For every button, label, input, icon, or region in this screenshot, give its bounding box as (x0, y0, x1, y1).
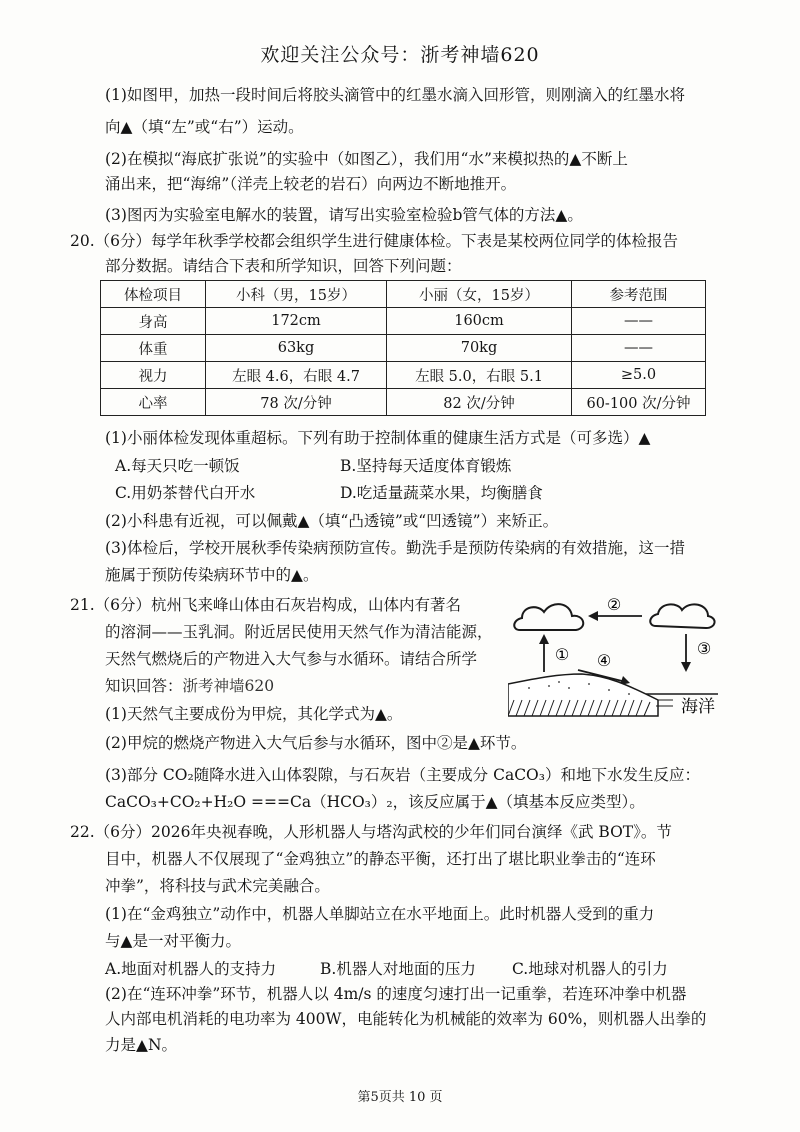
q19-part1-line2 (105, 116, 304, 138)
q21-part3-suffix: （填基本反应类型）。 (497, 793, 645, 811)
table-row (101, 308, 706, 335)
q19-part3-suffix: 。 (567, 206, 583, 224)
table-cell: 左眼 4.6，右眼 4.7 (206, 362, 387, 389)
q21-part1-suffix: 。 (386, 705, 403, 723)
table-cell: 63kg (206, 335, 387, 362)
q20-part2-suffix: （填“凸透镜”或“凹透镜”）来矫正。 (309, 512, 559, 530)
q20-option-d: D.吃适量蔬菜水果，均衡膳食 (340, 484, 543, 502)
q22-part1-prefix: 与 (105, 932, 121, 950)
answer-blank: ▲ (120, 931, 133, 950)
answer-blank: ▲ (297, 511, 310, 530)
q21-stem-line2: 的溶洞——玉乳洞。附近居民使用天然气作为清洁能源， (105, 623, 493, 641)
q20-stem-line2: 部分数据。请结合下表和所学知识，回答下列问题： (105, 257, 462, 275)
table-cell: 60-100 次/分钟 (572, 389, 706, 416)
table-cell: 172cm (206, 308, 387, 335)
water-cycle-diagram (508, 592, 718, 722)
q21-part2-prefix: (2)甲烷的燃烧产物进入大气后参与水循环，图中②是 (105, 734, 468, 752)
q22-stem-line2: 目中，机器人不仅展现了“金鸡独立”的静态平衡，还打出了堪比职业拳击的“连环 (105, 850, 656, 868)
table-cell: 左眼 5.0，右眼 5.1 (387, 362, 572, 389)
page-footer: 第5页共 10 页 (357, 1090, 443, 1105)
q20-option-c: C.用奶茶替代白开水 (115, 484, 256, 502)
q19-part2-line2: 涌出来，把“海绵”（洋壳上较老的岩石）向两边不断地推开。 (105, 175, 517, 193)
table-cell: 160cm (387, 308, 572, 335)
arrow-head (588, 611, 598, 621)
table-cell: 78 次/分钟 (206, 389, 387, 416)
q21-part1-prefix: (1)天然气主要成份为甲烷，其化学式为 (105, 705, 375, 723)
land-surface (508, 674, 658, 716)
sea-label: 海洋 (681, 697, 715, 717)
q22-part2-line1: (2)在“连环冲拳”环节，机器人以 4m/s 的速度匀速打出一记重拳，若连环冲拳中机器 (105, 985, 687, 1003)
page-header: 欢迎关注公众号：浙考神墙620 (260, 44, 540, 66)
label-3: ③ (696, 639, 712, 658)
answer-blank: ▲ (555, 205, 568, 224)
label-1: ① (554, 645, 570, 664)
q20-part3-line1: (3)体检后，学校开展秋季传染病预防宣传。勤洗手是预防传染病的有效措施，这一措 (105, 539, 685, 557)
q22-part1-line1: (1)在“金鸡独立”动作中，机器人单脚站立在水平地面上。此时机器人受到的重力 (105, 905, 655, 923)
table-cell: 视力 (101, 362, 206, 389)
q19-part2-line1 (105, 148, 628, 170)
answer-blank: ▲ (374, 704, 387, 723)
table-header-cell: 体检项目 (101, 281, 206, 308)
table-header-cell: 参考范围 (572, 281, 706, 308)
q19-part3 (105, 204, 583, 226)
q21-part3-prefix: CaCO₃+CO₂+H₂O ===Ca（HCO₃）₂，该反应属于 (105, 793, 486, 811)
q19-part2-suffix: 不断上 (581, 150, 628, 168)
q22-part2-prefix: 力是 (105, 1036, 137, 1054)
q20-option-b: B.坚持每天适度体育锻炼 (340, 457, 512, 475)
q19-part1-suffix: （填“左”或“右”）运动。 (132, 118, 304, 136)
q20-part3-line2 (105, 564, 318, 586)
q21-part2 (105, 732, 526, 754)
table-row (101, 362, 706, 389)
table-cell: 体重 (101, 335, 206, 362)
q22-part2-suffix: N。 (147, 1036, 178, 1054)
table-cell: 心率 (101, 389, 206, 416)
answer-blank: ▲ (638, 428, 651, 447)
answer-blank: ▲ (291, 565, 303, 584)
answer-blank: ▲ (467, 733, 480, 752)
q21-part3-line2 (105, 791, 645, 813)
q19-part2-prefix: (2)在模拟“海底扩张说”的实验中（如图乙），我们用“水”来模拟热的 (105, 150, 570, 168)
table-header-cell: 小丽（女，15岁） (387, 281, 572, 308)
answer-blank: ▲ (120, 117, 133, 136)
q22-part1-suffix: 是一对平衡力。 (132, 932, 241, 950)
q22-stem-line3: 冲拳”，将科技与武术完美融合。 (105, 877, 330, 895)
q22-option-c: C.地球对机器人的引力 (512, 960, 668, 978)
table-header-row (101, 281, 706, 308)
q20-part1-text: (1)小丽体检发现体重超标。下列有助于控制体重的健康生活方式是（可多选） (105, 429, 639, 447)
q21-part1 (105, 703, 402, 725)
q19-part1-line1: (1)如图甲，加热一段时间后将胶头滴管中的红墨水滴入回形管，则刚滴入的红墨水将 (105, 86, 685, 104)
table-cell: —— (572, 308, 706, 335)
table-cell: —— (572, 335, 706, 362)
q20-part2-prefix: (2)小科患有近视，可以佩戴 (105, 512, 298, 530)
q21-stem-line3: 天然气燃烧后的产物进入大气参与水循环。请结合所学 (105, 650, 478, 668)
label-4: ④ (596, 651, 612, 670)
q19-part1-prefix: 向 (105, 118, 121, 136)
q20-part3-prefix: 施属于预防传染病环节中的 (105, 566, 292, 584)
answer-blank: ▲ (569, 149, 582, 168)
q21-stem-line1: 21.（6分）杭州飞来峰山体由石灰岩构成，山体内有著名 (70, 596, 462, 614)
q21-stem-line4 (105, 675, 274, 697)
q20-part3-suffix: 。 (302, 566, 319, 584)
health-check-table (100, 280, 706, 416)
table-row (101, 335, 706, 362)
table-row (101, 389, 706, 416)
answer-blank: ▲ (485, 792, 498, 811)
arrow-head (539, 634, 549, 644)
q22-option-b: B.机器人对地面的压力 (320, 960, 476, 978)
q20-part2 (105, 510, 558, 532)
answer-blank: ▲ (136, 1035, 148, 1054)
q22-part2-line2: 人内部电机消耗的电功率为 400W，电能转化为机械能的效率为 60%，则机器人出拳的 (105, 1010, 707, 1028)
q22-stem-line1: 22.（6分）2026年央视春晚，人形机器人与塔沟武校的少年们同台演绎《武 BOT》。节 (70, 823, 672, 841)
cloud-left (514, 604, 583, 630)
q21-part3-line1: (3)部分 CO₂随降水进入山体裂隙，与石灰岩（主要成分 CaCO₃）和地下水发生反应： (105, 766, 700, 784)
table-cell: ≥5.0 (572, 362, 706, 389)
q20-part1 (105, 427, 650, 449)
table-cell: 82 次/分钟 (387, 389, 572, 416)
q22-part1-line2 (105, 930, 241, 952)
q22-part2-line3 (105, 1034, 177, 1056)
table-header-cell: 小科（男，15岁） (206, 281, 387, 308)
arrow-head (681, 662, 691, 672)
label-2: ② (606, 595, 622, 614)
q21-part2-suffix: 环节。 (479, 734, 527, 752)
watermark-text: 浙考神墙620 (182, 677, 275, 695)
table-cell: 身高 (101, 308, 206, 335)
q20-option-a: A.每天只吃一顿饭 (115, 457, 240, 475)
q21-stem-prefix: 知识回答： (105, 677, 183, 695)
cloud-right (650, 604, 714, 628)
q20-stem-line1: 20.（6分）每学年秋季学校都会组织学生进行健康体检。下表是某校两位同学的体检报告 (70, 232, 679, 250)
q22-option-a: A.地面对机器人的支持力 (105, 960, 277, 978)
table-cell: 70kg (387, 335, 572, 362)
q19-part3-prefix: (3)图丙为实验室电解水的装置，请写出实验室检验b管气体的方法 (105, 206, 556, 224)
